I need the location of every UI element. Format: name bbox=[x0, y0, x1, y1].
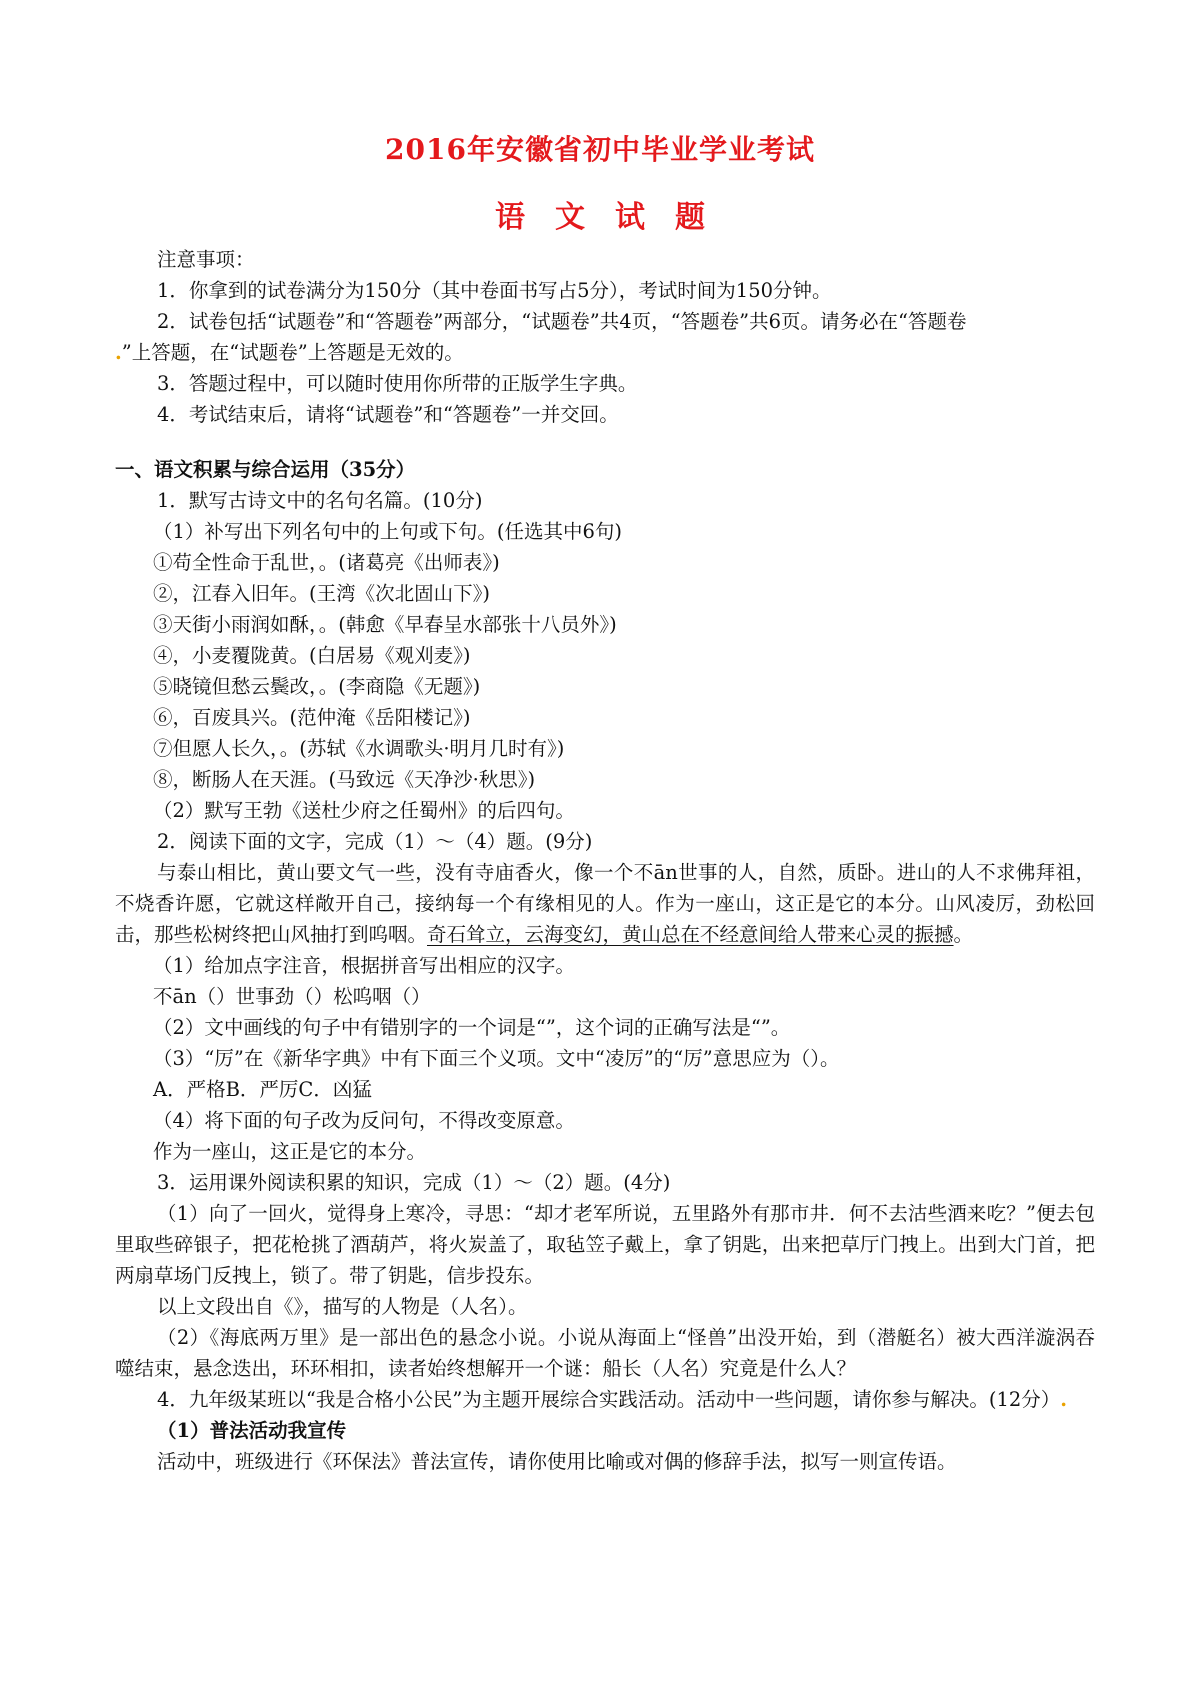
section-1-heading: 一、语文积累与综合运用（35分） bbox=[115, 458, 416, 481]
q2-s3: （3）“厉”在《新华字典》中有下面三个义项。文中“凌厉”的“厉”意思应为（）。 bbox=[153, 1047, 840, 1070]
q2-stem: 2．阅读下面的文字，完成（1）～（4）题。(9分) bbox=[157, 830, 593, 853]
notice-item-2-text: ”上答题，在“试题卷”上答题是无效的。 bbox=[121, 341, 464, 364]
q2-s4: （4）将下面的句子改为反问句，不得改变原意。 bbox=[153, 1109, 575, 1132]
q1-sub2: （2）默写王勃《送杜少府之任蜀州》的后四句。 bbox=[153, 799, 575, 822]
q4-sub1-title: （1）普法活动我宣传 bbox=[157, 1419, 347, 1442]
notice-item-3: 3．答题过程中，可以随时使用你所带的正版学生字典。 bbox=[157, 372, 638, 395]
q3-p1-question: 以上文段出自《》，描写的人物是（人名）。 bbox=[157, 1295, 528, 1318]
q2-passage bbox=[115, 857, 1095, 950]
exam-title: 2016年安徽省初中毕业学业考试 bbox=[385, 133, 815, 166]
q1-line-3: ③天街小雨润如酥，。(韩愈《早春呈水部张十八员外》) bbox=[153, 613, 617, 636]
q2-s3-options: A．严格B．严厉C．凶猛 bbox=[153, 1078, 372, 1101]
notice-item-2-cont bbox=[115, 337, 1095, 368]
marker-dot: . bbox=[115, 341, 122, 364]
exam-subtitle: 语文试题 bbox=[495, 200, 735, 235]
q1-stem: 1．默写古诗文中的名句名篇。(10分) bbox=[157, 489, 483, 512]
q4-stem-text: 4．九年级某班以“我是合格小公民”为主题开展综合实践活动。活动中一些问题，请你参与解决。(12分） bbox=[157, 1388, 1061, 1411]
notice-item-2: 2．试卷包括“试题卷”和“答题卷”两部分，“试题卷”共4页，“答题卷”共6页。请务必在“答题卷 bbox=[157, 310, 967, 333]
q3-stem: 3．运用课外阅读积累的知识，完成（1）～（2）题。(4分) bbox=[157, 1171, 671, 1194]
q3-p2: （2）《海底两万里》是一部出色的悬念小说。小说从海面上“怪兽”出没开始，到（潜艇名）被大西洋漩涡吞噬结束，悬念迭出，环环相扣，读者始终想解开一个谜：船长（人名）究竟是什么人？ bbox=[115, 1326, 1095, 1380]
q4-sub1-text: 活动中，班级进行《环保法》普法宣传，请你使用比喻或对偶的修辞手法，拟写一则宣传语。 bbox=[157, 1450, 957, 1473]
exam-body bbox=[115, 244, 1095, 1477]
q2-s1-items: 不ān（）世事劲（）松呜咽（） bbox=[153, 985, 431, 1008]
q1-line-7: ⑦但愿人长久，。(苏轼《水调歌头·明月几时有》) bbox=[153, 737, 565, 760]
q1-line-2: ②，江春入旧年。(王湾《次北固山下》) bbox=[153, 582, 490, 605]
notice-heading: 注意事项： bbox=[157, 248, 255, 271]
notice-item-1: 1．你拿到的试卷满分为150分（其中卷面书写占5分），考试时间为150分钟。 bbox=[157, 279, 832, 302]
notice-item-4: 4．考试结束后，请将“试题卷”和“答题卷”一并交回。 bbox=[157, 403, 619, 426]
q2-underlined-sentence: 奇石耸立，云海变幻，黄山总在不经意间给人带来心灵的振撼 bbox=[427, 923, 954, 946]
q2-s2: （2）文中画线的句子中有错别字的一个词是“”，这个词的正确写法是“”。 bbox=[153, 1016, 791, 1039]
marker-dot: . bbox=[1060, 1388, 1068, 1411]
q2-s4-sentence: 作为一座山，这正是它的本分。 bbox=[153, 1140, 427, 1163]
q2-passage-text: 与泰山相比，黄山要文气一些，没有寺庙香火，像一个不ān世事的人，自然，质卧。进山的人不求佛拜祖，不烧香许愿，它就这样敞开自己，接纳每一个有缘相见的人。作为一座山，这正是它的本分。山风凌厉，劲松回击，那些松树终把山风抽打到呜咽。 bbox=[115, 861, 1095, 946]
q1-line-6: ⑥，百废具兴。(范仲淹《岳阳楼记》) bbox=[153, 706, 471, 729]
q1-line-5: ⑤晓镜但愁云鬓改，。(李商隐《无题》) bbox=[153, 675, 481, 698]
q3-p1: （1）向了一回火，觉得身上寒冷，寻思：“却才老军所说，五里路外有那市井．何不去沽些酒来吃？”便去包里取些碎银子，把花枪挑了酒葫芦，将火炭盖了，取毡笠子戴上，拿了钥匙，出来把草厅门拽上。出到大门首，把两扇草场门反拽上，锁了。带了钥匙，信步投东。 bbox=[115, 1202, 1095, 1287]
q2-s1: （1）给加点字注音，根据拼音写出相应的汉字。 bbox=[153, 954, 575, 977]
q1-line-8: ⑧，断肠人在天涯。(马致远《天净沙·秋思》) bbox=[153, 768, 536, 791]
q4-stem bbox=[115, 1384, 1095, 1415]
q2-passage-end: 。 bbox=[953, 923, 974, 946]
q1-sub1: （1）补写出下列名句中的上句或下句。(任选其中6句) bbox=[153, 520, 623, 543]
q1-line-4: ④，小麦覆陇黄。(白居易《观刈麦》) bbox=[153, 644, 471, 667]
q1-line-1: ①苟全性命于乱世，。(诸葛亮《出师表》) bbox=[153, 551, 500, 574]
